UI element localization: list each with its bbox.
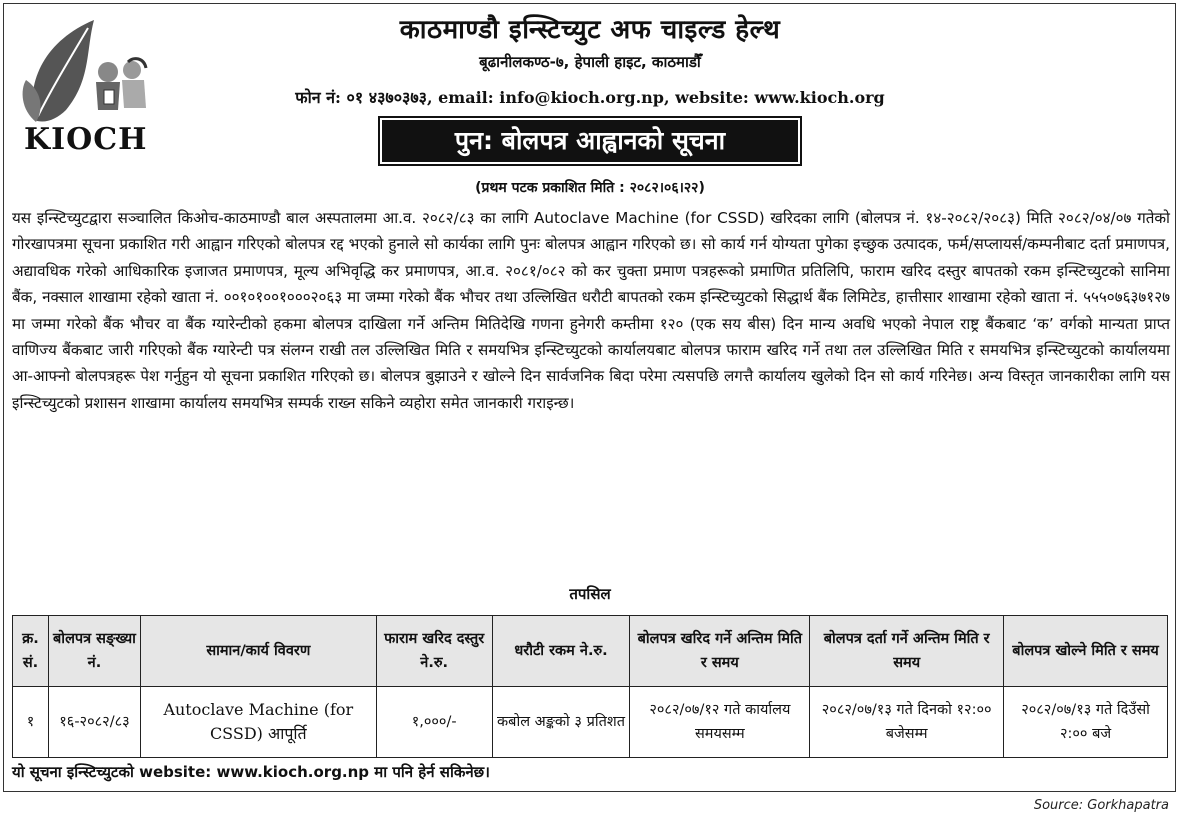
- cell-opening: २०८२/०७/१३ गते दिउँसो २:०० बजे: [1004, 687, 1168, 758]
- org-contact: फोन नं: ०१ ४३७०३७३, email: info@kioch.org.np, website: www.kioch.org: [295, 88, 885, 107]
- logo-text: KIOCH: [24, 122, 148, 157]
- notice-title: पुन: बोलपत्र आह्वानको सूचना: [382, 120, 798, 162]
- cell-purchase-deadline: २०८२/०७/१२ गते कार्यालय समयसम्म: [630, 687, 810, 758]
- header-sn: क्र. सं.: [13, 616, 49, 687]
- kioch-logo: [16, 10, 156, 160]
- header-purchase-deadline: बोलपत्र खरिद गर्ने अन्तिम मिति र समय: [630, 616, 810, 687]
- table-row: [13, 687, 1168, 758]
- cell-number: १६-२०८२/८३: [48, 687, 140, 758]
- footer-note: यो सूचना इन्स्टिच्युटको website: www.kioch.org.np मा पनि हेर्न सकिनेछ।: [12, 763, 490, 781]
- header-item: सामान/कार्य विवरण: [140, 616, 376, 687]
- org-address: बूढानीलकण्ठ-७, हेपाली हाइट, काठमाडौँ: [479, 53, 701, 71]
- notice-body: यस इन्स्टिच्युटद्वारा सञ्चालित किओच-काठमाण्डौ बाल अस्पतालमा आ.व. २०८२/८३ का लागि Autoclave Machine (for CSSD) खरिदका लागि (बोलपत्र नं. १४-२०८२/२०८३) मिति २०८२/०४/०७ गतेको गोरखापत्रमा सूचना प्रकाशित गरी आह्वान गरिएको बोलपत्र रद्द भएको हुनाले सो कार्यका लागि पुनः बोलपत्र आह्वान गरिएको छ। सो कार्य गर्न योग्यता पुगेका इच्छुक उत्पादक, फर्म/सप्लायर्स/कम्पनीबाट दर्ता प्रमाणपत्र, अद्यावधिक गरेको आधिकारिक इजाजत प्रमाणपत्र, मूल्य अभिवृद्धि कर प्रमाणपत्र, आ.व. २०८१/०८२ को कर चुक्ता प्रमाण पत्रहरूको प्रमाणित प्रतिलिपि, फाराम खरिद दस्तुर बापतको रकम इन्स्टिच्युटको सानिमा बैंक, नक्साल शाखामा रहेको खाता नं. ००१०१००१०००२०६३ मा जम्मा गरेको बैंक भौचर तथा उल्लिखित धरौटी बापतको रकम इन्स्टिच्युटको सिद्धार्थ बैंक लिमिटेड, हात्तीसार शाखामा रहेको खाता नं. ५५५०७६३७१२७ मा जम्मा गरेको बैंक भौचर वा बैंक ग्यारेन्टीको हकमा बोलपत्र दाखिला गर्ने अन्तिम मितिदेखि गणना हुनेगरी कम्तीमा १२० (एक सय बीस) दिन मान्य अवधि भएको नेपाल राष्ट्र बैंकबाट ‘क’ वर्गको मान्यता प्राप्त वाणिज्य बैंकबाट जारी गरिएको बैंक ग्यारेन्टी पत्र संलग्न राखी तल उल्लिखित मिति र समयभित्र इन्स्टिच्युटको कार्यालयबाट बोलपत्र फाराम खरिद गर्ने तथा तल उल्लिखित मिति र समयभित्र इन्स्टिच्युटको कार्यालयमा आ-आफ्नो बोलपत्रहरू पेश गर्नुहुन यो सूचना प्रकाशित गरिएको छ। बोलपत्र बुझाउने र खोल्ने दिन सार्वजनिक बिदा परेमा त्यसपछि लगत्तै कार्यालय खुलेको दिन सो कार्य गरिनेछ। अन्य विस्तृत जानकारीका लागि यस इन्स्टिच्युटको प्रशासन शाखामा कार्यालय समयभित्र सम्पर्क राख्न सकिने व्यहोरा समेत जानकारी गराइन्छ।: [12, 209, 1170, 412]
- cell-submission-deadline: २०८२/०७/१३ गते दिनको १२:०० बजेसम्म: [810, 687, 1004, 758]
- cell-fee: १,०००/-: [376, 687, 492, 758]
- source-credit: Source: Gorkhapatra: [1033, 798, 1169, 813]
- tender-table: [12, 615, 1168, 758]
- table-header-row: [13, 616, 1168, 687]
- header-number: बोलपत्र सङ्ख्या नं.: [48, 616, 140, 687]
- publication-date: (प्रथम पटक प्रकाशित मिति : २०८२।०६।२२): [475, 180, 705, 196]
- org-name: काठमाण्डौ इन्स्टिच्युट अफ चाइल्ड हेल्थ: [399, 15, 781, 45]
- cell-deposit: कबोल अङ्कको ३ प्रतिशत: [492, 687, 630, 758]
- table-caption: तपसिल: [569, 585, 611, 603]
- header-fee: फाराम खरिद दस्तुर ने.रु.: [376, 616, 492, 687]
- cell-sn: १: [13, 687, 49, 758]
- cell-item: Autoclave Machine (for CSSD) आपूर्ति: [140, 687, 376, 758]
- header-opening: बोलपत्र खोल्ने मिति र समय: [1004, 616, 1168, 687]
- header-submission-deadline: बोलपत्र दर्ता गर्ने अन्तिम मिति र समय: [810, 616, 1004, 687]
- header-deposit: धरौटी रकम ने.रु.: [492, 616, 630, 687]
